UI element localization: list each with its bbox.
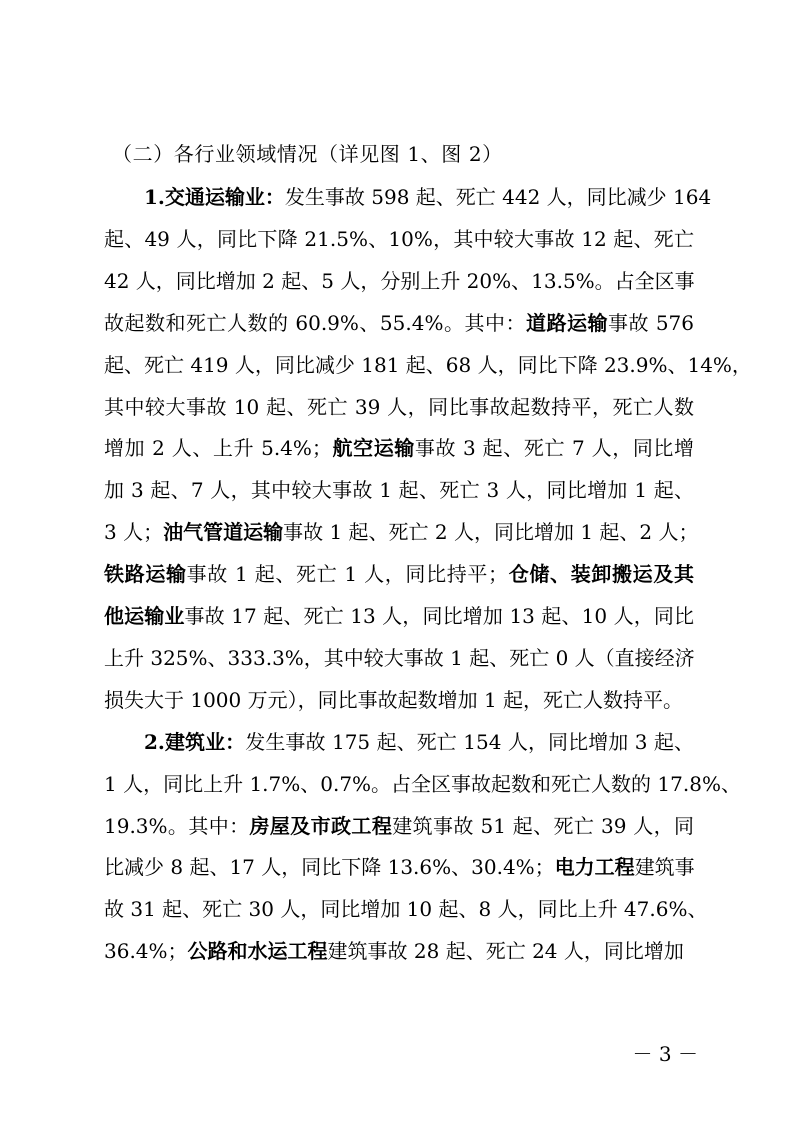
line-content <box>144 728 694 756</box>
text-segment: 事故 576 <box>607 310 695 335</box>
paragraph-1-line <box>104 644 694 672</box>
text-segment: 故 31 起、死亡 30 人，同比增加 10 起、8 人，同比上升 47.6%、 <box>104 897 708 922</box>
text-segment: 36.4%； <box>104 939 188 964</box>
line-content <box>104 644 694 672</box>
text-segment: 19.3%。其中： <box>104 813 250 838</box>
bold-term: 航空运输 <box>331 436 415 461</box>
paragraph-2-line <box>144 728 694 756</box>
line-content <box>104 812 694 840</box>
text-segment: 事故 1 起、死亡 1 人，同比持平； <box>186 562 509 587</box>
page-number: － 3 － <box>632 1042 698 1066</box>
line-content <box>104 434 694 462</box>
bold-term: 仓储、装卸搬运及其 <box>508 562 694 587</box>
paragraph-1-line <box>104 518 699 546</box>
paragraph-2-line <box>104 770 741 798</box>
line-content <box>104 560 694 588</box>
bold-term: 道路运输 <box>525 310 608 335</box>
text-segment: 上升 325%、333.3%，其中较大事故 1 起、死亡 0 人（直接经济 <box>104 645 695 670</box>
line-content <box>104 393 694 421</box>
bold-term: 他运输业 <box>104 604 185 628</box>
text-segment: 事故 17 起、死亡 13 人，同比增加 13 起、10 人，同比 <box>184 604 694 628</box>
text-segment: 事故 3 起、死亡 7 人，同比增 <box>414 436 695 461</box>
paragraph-1-line <box>104 560 694 588</box>
text-segment: 3 人； <box>104 520 164 545</box>
paragraph-1-line <box>104 686 694 714</box>
bold-term: 电力工程 <box>554 855 635 880</box>
paragraph-2-line <box>104 895 708 923</box>
bold-term: 铁路运输 <box>104 562 187 587</box>
text-segment: 加 3 起、7 人，其中较大事故 1 起、死亡 3 人，同比增加 1 起、 <box>104 478 694 503</box>
paragraph-1-line <box>104 225 694 253</box>
line-content <box>104 309 694 337</box>
paragraph-1-line <box>104 393 694 421</box>
bold-term: 2.建筑业： <box>144 729 246 754</box>
paragraph-2-line <box>104 812 694 840</box>
bold-term: 房屋及市政工程 <box>249 813 393 838</box>
text-segment: 建筑事 <box>634 855 695 880</box>
text-segment: 发生事故 598 起、死亡 442 人，同比减少 164 <box>284 185 712 209</box>
bold-term: 1.交通运输业： <box>144 185 285 209</box>
text-segment: 增加 2 人、上升 5.4%； <box>104 436 332 461</box>
line-content <box>104 518 699 546</box>
bold-term: 油气管道运输 <box>163 520 284 545</box>
paragraph-1-line <box>104 351 752 379</box>
text-segment: 建筑事故 51 起、死亡 39 人，同 <box>392 813 694 838</box>
section-heading: （二）各行业领域情况（详见图 1、图 2） <box>112 142 503 166</box>
line-content <box>144 183 712 211</box>
line-content <box>104 476 694 504</box>
line-content <box>104 853 694 881</box>
text-segment: 起、死亡 419 人，同比减少 181 起、68 人，同比下降 23.9%、14%， <box>104 352 752 377</box>
text-segment: 事故 1 起、死亡 2 人，同比增加 1 起、2 人； <box>283 520 699 545</box>
paragraph-2-line <box>104 937 694 965</box>
line-content <box>104 267 694 295</box>
bold-term: 公路和水运工程 <box>187 939 328 964</box>
paragraph-1-line <box>144 183 712 211</box>
line-content <box>104 770 741 798</box>
paragraph-2-line <box>104 853 694 881</box>
paragraph-1-line <box>104 602 694 630</box>
line-content <box>104 351 752 379</box>
text-segment: 1 人，同比上升 1.7%、0.7%。占全区事故起数和死亡人数的 17.8%、 <box>104 771 741 796</box>
line-content <box>104 225 694 253</box>
text-segment: 损失大于 1000 万元），同比事故起数增加 1 起，死亡人数持平。 <box>104 687 684 712</box>
paragraph-1-line <box>104 267 694 295</box>
line-content <box>104 895 708 923</box>
line-content <box>104 602 694 630</box>
text-segment: 建筑事故 28 起、死亡 24 人，同比增加 <box>327 939 684 964</box>
text-segment: 故起数和死亡人数的 60.9%、55.4%。其中： <box>104 310 526 335</box>
paragraph-1-line <box>104 309 694 337</box>
text-segment: 发生事故 175 起、死亡 154 人，同比增加 3 起、 <box>245 729 694 754</box>
text-segment: 起、49 人，同比下降 21.5%、10%，其中较大事故 12 起、死亡 <box>104 226 694 251</box>
text-segment: 其中较大事故 10 起、死亡 39 人，同比事故起数持平，死亡人数 <box>104 394 694 419</box>
paragraph-1-line <box>104 476 694 504</box>
text-segment: 比减少 8 起、17 人，同比下降 13.6%、30.4%； <box>104 855 555 880</box>
paragraph-1-line <box>104 434 694 462</box>
text-segment: 42 人，同比增加 2 起、5 人，分别上升 20%、13.5%。占全区事 <box>104 268 695 293</box>
